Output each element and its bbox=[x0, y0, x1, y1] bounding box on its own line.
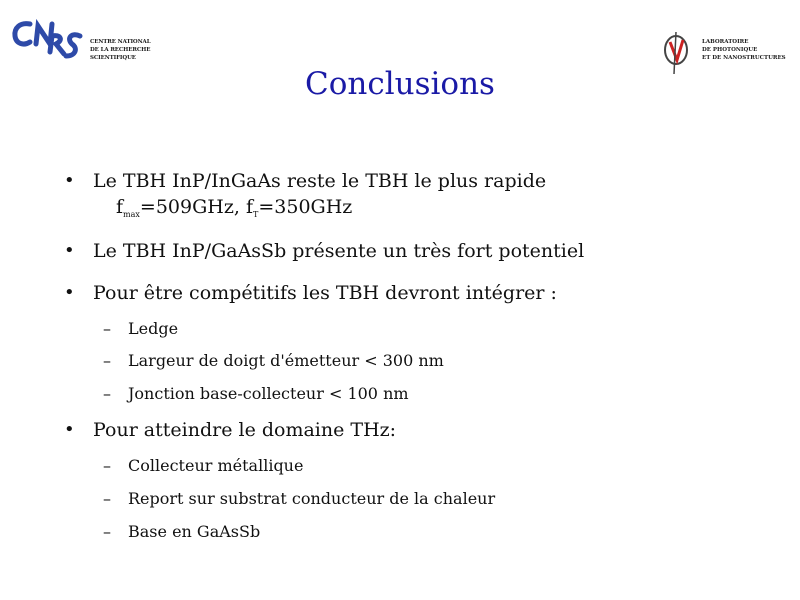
sub-bullet-dash: – bbox=[103, 456, 111, 475]
sub-bullet-text: Ledge bbox=[128, 319, 179, 338]
bullet-text: Le TBH InP/InGaAs reste le TBH le plus rapide bbox=[93, 170, 547, 192]
sub-bullet-text: Report sur substrat conducteur de la chaleur bbox=[128, 489, 496, 508]
frequency-formula bbox=[116, 195, 352, 227]
sub-bullet-text: Largeur de doigt d'émetteur < 300 nm bbox=[128, 351, 444, 370]
slide-title: Conclusions bbox=[305, 66, 495, 102]
sub-bullet-dash: – bbox=[103, 522, 111, 541]
sub-bullet-dash: – bbox=[103, 384, 111, 403]
cnrs-logo bbox=[10, 14, 150, 70]
lab-line: DE PHOTONIQUE bbox=[702, 47, 758, 53]
cnrs-org-name bbox=[90, 38, 170, 62]
bullet-text: Le TBH InP/GaAsSb présente un très fort potentiel bbox=[93, 240, 585, 262]
bullet-text: Pour être compétitifs les TBH devront intégrer : bbox=[93, 282, 557, 304]
bullet-dot: • bbox=[64, 419, 75, 440]
bullet-text: Pour atteindre le domaine THz: bbox=[93, 419, 397, 441]
bullet-dot: • bbox=[64, 282, 75, 303]
fmax-value: =509GHz, bbox=[139, 196, 240, 218]
bullet-dot: • bbox=[64, 170, 75, 191]
bullet-dot: • bbox=[64, 240, 75, 261]
org-line: SCIENTIFIQUE bbox=[90, 55, 136, 61]
lab-line: LABORATOIRE bbox=[702, 39, 749, 45]
sub-bullet-dash: – bbox=[103, 489, 111, 508]
cnrs-logo-icon bbox=[10, 14, 90, 70]
sub-bullet-text: Base en GaAsSb bbox=[128, 522, 261, 541]
ft-subscript: T bbox=[253, 210, 259, 219]
org-line: CENTRE NATIONAL bbox=[90, 39, 151, 45]
sub-bullet-dash: – bbox=[103, 351, 111, 370]
lpn-lab-name bbox=[702, 38, 800, 62]
lab-line: ET DE NANOSTRUCTURES bbox=[702, 55, 786, 61]
org-line: DE LA RECHERCHE bbox=[90, 47, 151, 53]
sub-bullet-dash: – bbox=[103, 319, 111, 338]
ft-value: =350GHz bbox=[258, 196, 353, 218]
sub-bullet-text: Collecteur métallique bbox=[128, 456, 304, 475]
ft-symbol: f bbox=[245, 196, 253, 218]
fmax-subscript: max bbox=[123, 210, 140, 219]
sub-bullet-text: Jonction base-collecteur < 100 nm bbox=[128, 384, 409, 403]
fmax-symbol: f bbox=[116, 196, 124, 218]
